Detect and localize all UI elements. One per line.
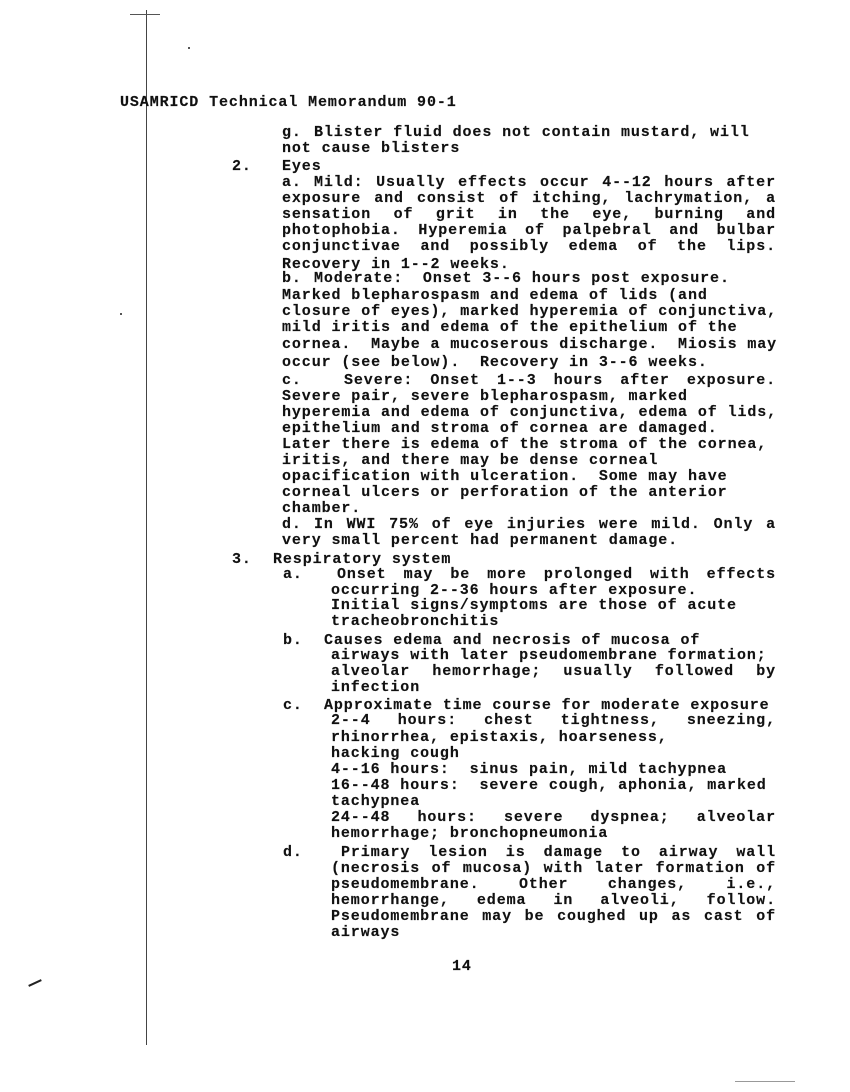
text-line: Respiratory system [273, 551, 452, 568]
text-line: mild iritis and edema of the epithelium of the [282, 319, 738, 336]
page-number: 14 [452, 958, 472, 975]
text-line: cornea. Maybe a mucoserous discharge. Miosis may [282, 336, 778, 353]
item-label: d. [283, 844, 303, 861]
item-label: b. [282, 270, 302, 287]
text-line: very small percent had permanent damage. [282, 532, 679, 549]
item-label: b. [283, 632, 303, 649]
text-line: Primary lesion is damage to airway wall [341, 844, 776, 861]
scan-speck [120, 313, 122, 315]
text-line: 2--4 hours: chest tightness, sneezing, [331, 712, 776, 729]
text-line: Onset may be more prolonged with effects [337, 566, 776, 583]
text-line: conjunctivae and possibly edema of the lips. [282, 238, 776, 255]
item-label: d. [282, 516, 302, 533]
text-line: Recovery in 1--2 weeks. [282, 256, 510, 273]
text-line: opacification with ulceration. Some may have [282, 468, 728, 485]
scan-speck [735, 1081, 795, 1082]
scan-speck [130, 14, 160, 15]
text-line: hemorrhage; bronchopneumonia [331, 825, 609, 842]
text-line: chamber. [282, 500, 362, 517]
text-line: Mild: Usually effects occur 4--12 hours after [314, 174, 776, 191]
text-line: airways with later pseudomembrane formation; [331, 647, 767, 664]
text-line: rhinorrhea, epistaxis, hoarseness, [331, 729, 668, 746]
text-line: Later there is edema of the stroma of the cornea, [282, 436, 768, 453]
text-line: sensation of grit in the eye, burning and [282, 206, 776, 223]
text-line: tracheobronchitis [331, 613, 500, 630]
text-line: Severe: Onset 1--3 hours after exposure. [344, 372, 776, 389]
text-line: occurring 2--36 hours after exposure. [331, 582, 698, 599]
text-line: 24--48 hours: severe dyspnea; alveolar [331, 809, 776, 826]
item-label: a. [283, 566, 303, 583]
text-line: hemorrhange, edema in alveoli, follow. [331, 892, 776, 909]
text-line: corneal ulcers or perforation of the anterior [282, 484, 728, 501]
scan-mark [28, 979, 42, 987]
text-line: Initial signs/symptoms are those of acute [331, 597, 737, 614]
text-line: In WWI 75% of eye injuries were mild. Only a [314, 516, 776, 533]
text-line: tachypnea [331, 793, 421, 810]
text-line: pseudomembrane. Other changes, i.e., [331, 876, 776, 893]
text-line: infection [331, 679, 421, 696]
text-line: Severe pair, severe blepharospasm, marked [282, 388, 688, 405]
text-line: hyperemia and edema of conjunctiva, edema of lids, [282, 404, 778, 421]
text-line: Moderate: Onset 3--6 hours post exposure. [314, 270, 730, 287]
document-header: USAMRICD Technical Memorandum 90-1 [120, 94, 457, 111]
text-line: occur (see below). Recovery in 3--6 weeks. [282, 354, 708, 371]
item-label: 2. [232, 158, 252, 175]
text-line: Approximate time course for moderate exposure [324, 697, 770, 714]
text-line: 4--16 hours: sinus pain, mild tachypnea [331, 761, 728, 778]
text-line: 16--48 hours: severe cough, aphonia, marked [331, 777, 767, 794]
text-line: epithelium and stroma of cornea are damaged. [282, 420, 718, 437]
text-line: Eyes [282, 158, 322, 175]
item-label: 3. [232, 551, 252, 568]
text-line: iritis, and there may be dense corneal [282, 452, 659, 469]
text-line: airways [331, 924, 401, 941]
text-line: exposure and consist of itching, lachrymation, a [282, 190, 776, 207]
item-label: g. [282, 124, 302, 141]
text-line: (necrosis of mucosa) with later formation of [331, 860, 776, 877]
text-line: Blister fluid does not contain mustard, will [314, 124, 750, 141]
item-label: c. [282, 372, 302, 389]
text-line: Causes edema and necrosis of mucosa of [324, 632, 701, 649]
text-line: not cause blisters [282, 140, 461, 157]
text-line: closure of eyes), marked hyperemia of conjunctiva, [282, 303, 778, 320]
text-line: Pseudomembrane may be coughed up as cast of [331, 908, 776, 925]
text-line: alveolar hemorrhage; usually followed by [331, 663, 776, 680]
text-line: photophobia. Hyperemia of palpebral and bulbar [282, 222, 776, 239]
item-label: c. [283, 697, 303, 714]
text-line: hacking cough [331, 745, 460, 762]
margin-rule [146, 10, 147, 1045]
text-line: Marked blepharospasm and edema of lids (and [282, 287, 708, 304]
scan-speck [188, 47, 190, 49]
item-label: a. [282, 174, 302, 191]
